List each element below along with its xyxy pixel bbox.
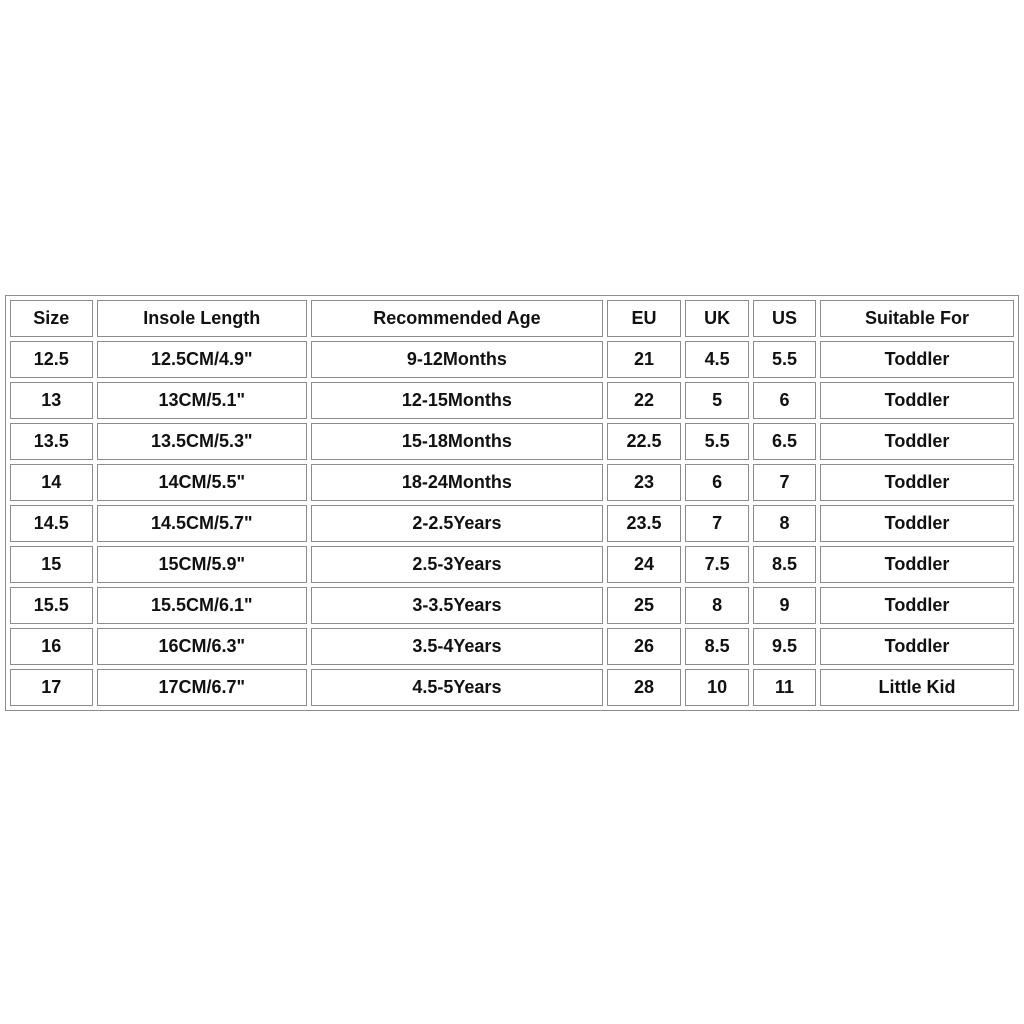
cell-recommended-age: 9-12Months <box>311 341 603 378</box>
table-row <box>10 423 1014 460</box>
cell-us: 8 <box>753 505 816 542</box>
cell-size: 13 <box>10 382 93 419</box>
header-eu: EU <box>607 300 681 337</box>
cell-suitable-for: Toddler <box>820 341 1014 378</box>
table-row <box>10 546 1014 583</box>
cell-insole-length: 16CM/6.3" <box>97 628 307 665</box>
cell-eu: 26 <box>607 628 681 665</box>
cell-size: 12.5 <box>10 341 93 378</box>
header-uk: UK <box>685 300 749 337</box>
cell-insole-length: 14.5CM/5.7" <box>97 505 307 542</box>
cell-eu: 28 <box>607 669 681 706</box>
cell-uk: 8.5 <box>685 628 749 665</box>
cell-suitable-for: Toddler <box>820 382 1014 419</box>
header-suitable-for: Suitable For <box>820 300 1014 337</box>
cell-suitable-for: Toddler <box>820 546 1014 583</box>
cell-suitable-for: Toddler <box>820 464 1014 501</box>
cell-size: 16 <box>10 628 93 665</box>
cell-us: 9.5 <box>753 628 816 665</box>
cell-insole-length: 15CM/5.9" <box>97 546 307 583</box>
cell-recommended-age: 15-18Months <box>311 423 603 460</box>
cell-uk: 7 <box>685 505 749 542</box>
cell-size: 15 <box>10 546 93 583</box>
cell-us: 7 <box>753 464 816 501</box>
cell-size: 13.5 <box>10 423 93 460</box>
table-row <box>10 669 1014 706</box>
cell-suitable-for: Little Kid <box>820 669 1014 706</box>
cell-us: 9 <box>753 587 816 624</box>
cell-uk: 10 <box>685 669 749 706</box>
cell-recommended-age: 2.5-3Years <box>311 546 603 583</box>
cell-us: 11 <box>753 669 816 706</box>
cell-insole-length: 15.5CM/6.1" <box>97 587 307 624</box>
cell-size: 17 <box>10 669 93 706</box>
table-row <box>10 382 1014 419</box>
cell-eu: 22.5 <box>607 423 681 460</box>
cell-recommended-age: 12-15Months <box>311 382 603 419</box>
cell-size: 15.5 <box>10 587 93 624</box>
cell-eu: 23 <box>607 464 681 501</box>
cell-uk: 5.5 <box>685 423 749 460</box>
cell-recommended-age: 3.5-4Years <box>311 628 603 665</box>
header-insole-length: Insole Length <box>97 300 307 337</box>
cell-us: 6.5 <box>753 423 816 460</box>
cell-insole-length: 12.5CM/4.9" <box>97 341 307 378</box>
cell-eu: 24 <box>607 546 681 583</box>
table-row <box>10 464 1014 501</box>
cell-uk: 8 <box>685 587 749 624</box>
table-row <box>10 505 1014 542</box>
table-row <box>10 628 1014 665</box>
cell-recommended-age: 18-24Months <box>311 464 603 501</box>
table-row <box>10 341 1014 378</box>
cell-eu: 21 <box>607 341 681 378</box>
size-chart-table <box>5 295 1019 711</box>
cell-recommended-age: 4.5-5Years <box>311 669 603 706</box>
cell-size: 14 <box>10 464 93 501</box>
header-us: US <box>753 300 816 337</box>
cell-suitable-for: Toddler <box>820 587 1014 624</box>
table-row <box>10 587 1014 624</box>
table-header-row <box>10 300 1014 337</box>
cell-uk: 7.5 <box>685 546 749 583</box>
cell-eu: 23.5 <box>607 505 681 542</box>
cell-recommended-age: 3-3.5Years <box>311 587 603 624</box>
cell-us: 5.5 <box>753 341 816 378</box>
header-size: Size <box>10 300 93 337</box>
cell-uk: 6 <box>685 464 749 501</box>
cell-suitable-for: Toddler <box>820 505 1014 542</box>
cell-size: 14.5 <box>10 505 93 542</box>
cell-eu: 25 <box>607 587 681 624</box>
cell-eu: 22 <box>607 382 681 419</box>
cell-recommended-age: 2-2.5Years <box>311 505 603 542</box>
header-recommended-age: Recommended Age <box>311 300 603 337</box>
cell-suitable-for: Toddler <box>820 628 1014 665</box>
cell-insole-length: 14CM/5.5" <box>97 464 307 501</box>
cell-us: 6 <box>753 382 816 419</box>
cell-suitable-for: Toddler <box>820 423 1014 460</box>
cell-uk: 4.5 <box>685 341 749 378</box>
cell-insole-length: 13CM/5.1" <box>97 382 307 419</box>
cell-us: 8.5 <box>753 546 816 583</box>
cell-insole-length: 17CM/6.7" <box>97 669 307 706</box>
cell-uk: 5 <box>685 382 749 419</box>
cell-insole-length: 13.5CM/5.3" <box>97 423 307 460</box>
